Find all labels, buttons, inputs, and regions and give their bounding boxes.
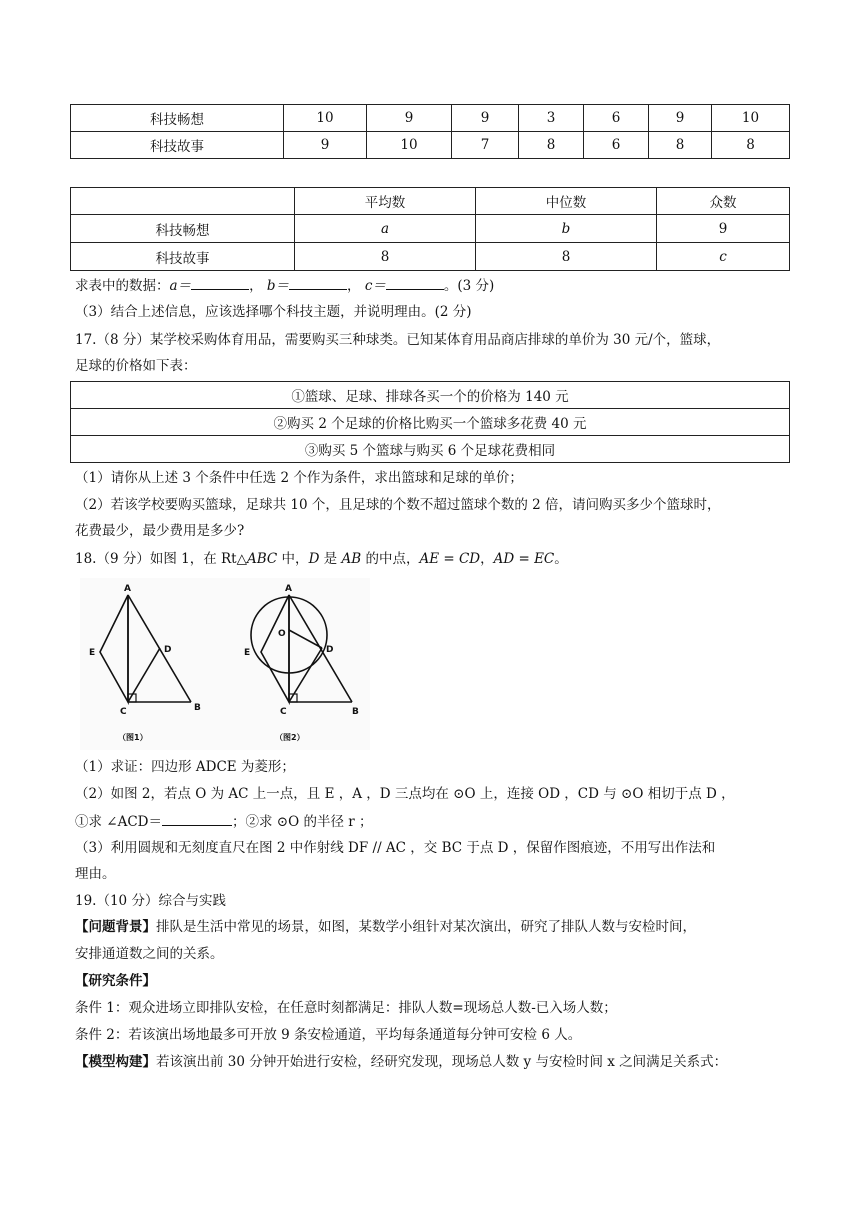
header-cell: 中位数 (476, 188, 657, 215)
conditions-table (70, 381, 790, 463)
table-cell: b (476, 215, 657, 243)
table-cell: 9 (657, 215, 790, 243)
table-cell: 7 (452, 132, 519, 159)
table-cell: 9 (649, 105, 712, 132)
answer-blank-a[interactable] (191, 275, 249, 290)
q19-condition-1: 条件 1：观众进场立即排队安检，在任意时刻都满足：排队人数=现场总人数-已入场人数； (75, 1000, 617, 1016)
point-label-A: A (285, 584, 292, 594)
table-cell: 3 (519, 105, 584, 132)
point-label-E: E (244, 648, 251, 658)
q17-intro: 17.（8 分）某学校采购体育用品，需要购买三种球类。已知某体育用品商店排球的单价为 30 元/个，篮球， (75, 332, 721, 348)
q19-conditions-heading: 【研究条件】 (75, 973, 156, 989)
table-row (71, 132, 790, 159)
point-label-C: C (280, 707, 287, 717)
point-label-C: C (120, 707, 127, 717)
q19-condition-2: 条件 2：若该演出场地最多可开放 9 条安检通道，平均每条通道每分钟可安检 6 人。 (75, 1027, 582, 1043)
table-cell: 9 (452, 105, 519, 132)
condition-3: ③购买 5 个篮球与购买 6 个足球花费相同 (71, 436, 790, 463)
q19-title: 19.（10 分）综合与实践 (75, 893, 226, 909)
table-cell: 8 (649, 132, 712, 159)
q18-part1: （1）求证：四边形 ADCE 为菱形； (75, 759, 295, 775)
figure-2-caption: （图2） (275, 733, 305, 742)
table-cell: 6 (584, 132, 649, 159)
q17-part2: （2）若该学校要购买篮球，足球共 10 个，且足球的个数不超过篮球个数的 2 倍，请问购买多少个篮球时， (75, 497, 721, 513)
score-table (70, 104, 790, 159)
table-cell: 8 (712, 132, 790, 159)
point-label-A: A (124, 584, 131, 594)
row-label: 科技故事 (71, 132, 284, 159)
row-label: 科技故事 (71, 243, 295, 271)
condition-2: ②购买 2 个足球的价格比购买一个篮球多花费 40 元 (71, 409, 790, 436)
q18-part3-cont: 理由。 (75, 866, 116, 882)
table-cell: 10 (367, 132, 452, 159)
table-cell: 8 (295, 243, 476, 271)
q18-part2-cont: ①求 ∠ACD＝ ；②求 ⊙O 的半径 r ； (75, 811, 373, 832)
answer-blank-c[interactable] (386, 275, 444, 290)
q19-model: 【模型构建】若该演出前 30 分钟开始进行安检，经研究发现，现场总人数 y 与安检时间 x 之间满足关系式： (75, 1054, 728, 1070)
q17-part1: （1）请你从上述 3 个条件中任选 2 个作为条件，求出篮球和足球的单价； (75, 470, 523, 486)
point-label-D: D (326, 645, 334, 655)
header-cell: 众数 (657, 188, 790, 215)
table-cell: 8 (519, 132, 584, 159)
point-label-D: D (164, 645, 172, 655)
table-cell: a (295, 215, 476, 243)
q18-part3: （3）利用圆规和无刻度直尺在图 2 中作射线 DF // AC ，交 BC 于点 D ，保留作图痕迹，不用写出作法和 (75, 840, 716, 856)
row-label: 科技畅想 (71, 105, 284, 132)
q18-intro: 18.（9 分）如图 1，在 Rt△ABC 中，D 是 AB 的中点，AE = CD，AD = EC。 (75, 551, 568, 567)
table-cell: 9 (284, 132, 367, 159)
table-row (71, 243, 790, 271)
q18-part2: （2）如图 2，若点 O 为 AC 上一点，且 E ，A ，D 三点均在 ⊙O 上，连接 OD ，CD 与 ⊙O 相切于点 D ， (75, 786, 735, 802)
table-header-row (71, 188, 790, 215)
table-cell: 8 (476, 243, 657, 271)
q16-find-line: 求表中的数据：a＝ ， b＝ ， c＝ 。(3 分) (75, 275, 494, 296)
q19-background-cont: 安排通道数之间的关系。 (75, 946, 224, 962)
q17-part2-cont: 花费最少，最少费用是多少? (75, 523, 245, 539)
figure-1-caption: （图1） (118, 733, 148, 742)
q17-intro-cont: 足球的价格如下表： (75, 358, 197, 374)
point-label-O: O (278, 629, 286, 639)
answer-blank-angle[interactable] (162, 811, 232, 826)
answer-blank-b[interactable] (289, 275, 347, 290)
point-label-B: B (194, 703, 201, 713)
table-row (71, 105, 790, 132)
row-label: 科技畅想 (71, 215, 295, 243)
table-cell: 9 (367, 105, 452, 132)
condition-1: ①篮球、足球、排球各买一个的价格为 140 元 (71, 382, 790, 409)
table-cell: 10 (284, 105, 367, 132)
point-label-E: E (89, 648, 96, 658)
q19-background: 【问题背景】排队是生活中常见的场景，如图，某数学小组针对某次演出，研究了排队人数与安检时间， (75, 919, 696, 935)
table-cell: 10 (712, 105, 790, 132)
header-cell (71, 188, 295, 215)
header-cell: 平均数 (295, 188, 476, 215)
table-row (71, 215, 790, 243)
geometry-figures (80, 578, 370, 750)
table-cell: c (657, 243, 790, 271)
q16-part3: （3）结合上述信息，应该选择哪个科技主题，并说明理由。(2 分) (75, 304, 472, 320)
stats-table (70, 187, 790, 271)
table-cell: 6 (584, 105, 649, 132)
point-label-B: B (352, 707, 359, 717)
